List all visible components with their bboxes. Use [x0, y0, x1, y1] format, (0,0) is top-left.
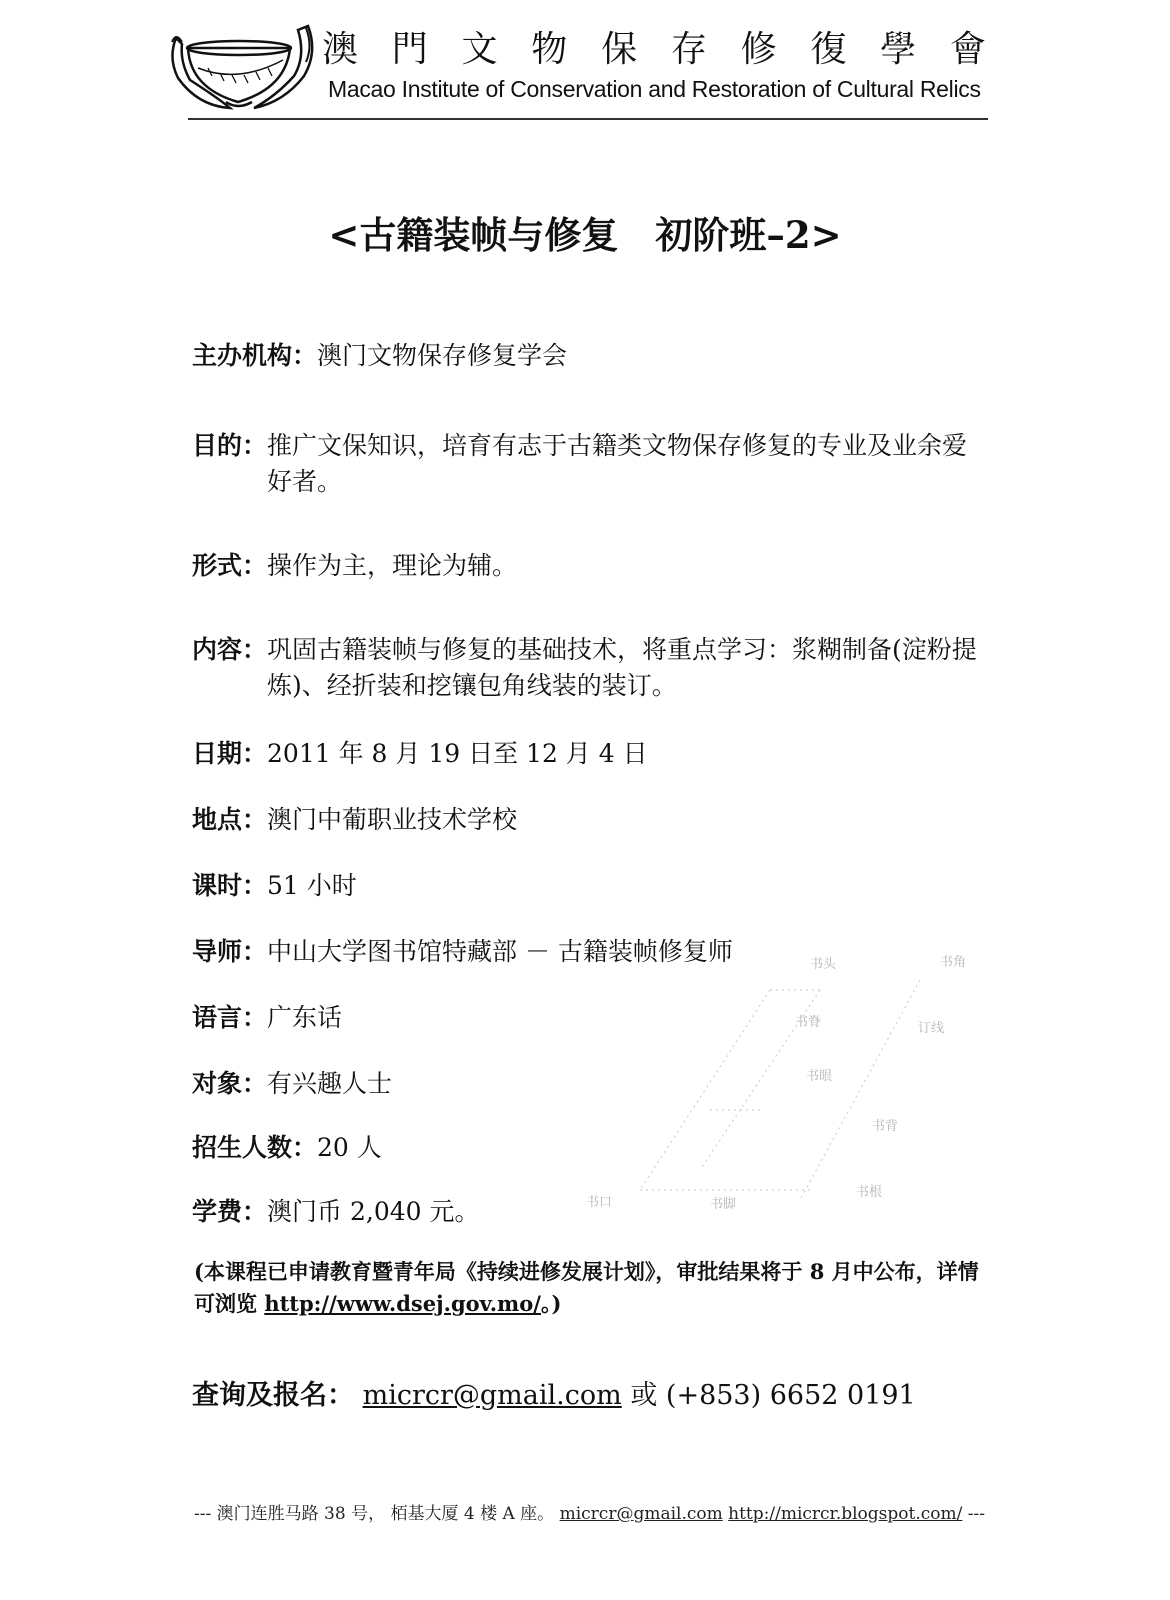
diagram-label: 书眼: [806, 1069, 833, 1084]
field-label: 日期：: [192, 739, 268, 768]
org-name-zh-char: 保: [601, 29, 638, 70]
diagram-label: 书脚: [710, 1197, 737, 1212]
field-hours: [192, 868, 992, 904]
footer-prefix: --- 澳门连胜马路 38 号， 栢基大厦 4 楼 A 座。: [194, 1504, 555, 1524]
field-location: [192, 802, 992, 838]
field-content: [192, 632, 992, 704]
org-name-zh-char: 物: [531, 29, 568, 70]
field-label: 对象：: [192, 1069, 268, 1098]
footer-address: [194, 1502, 994, 1526]
footer-blog-link[interactable]: http://micrcr.blogspot.com/: [728, 1504, 963, 1524]
field-label: 招生人数：: [192, 1133, 318, 1162]
dsej-link[interactable]: http://www.dsej.gov.mo/: [264, 1291, 541, 1316]
field-label: 学费：: [192, 1197, 268, 1226]
org-name-zh-char: 文: [461, 29, 498, 70]
footer-suffix: ---: [967, 1504, 985, 1524]
institute-logo-icon: [168, 18, 318, 113]
contact-phone: (+853) 6652 0191: [665, 1380, 916, 1411]
field-value: 澳门币 2,040 元。: [267, 1197, 480, 1226]
org-name-zh-char: 存: [670, 29, 707, 70]
field-label: 导师：: [192, 937, 268, 966]
field-value: 澳门中葡职业技术学校: [267, 805, 518, 834]
field-value: 巩固古籍装帧与修复的基础技术，将重点学习：浆糊制备(淀粉提炼)、经折装和挖镶包角线装的装订。: [267, 635, 977, 700]
field-label: 课时：: [192, 871, 268, 900]
subsidy-note: [194, 1256, 994, 1320]
field-format: [192, 548, 992, 584]
org-name-zh-char: 修: [740, 29, 777, 70]
course-title: <古籍装帧与修复 初阶班–2>: [328, 213, 842, 257]
footer-email-link[interactable]: micrcr@gmail.com: [559, 1504, 723, 1524]
field-label: 语言：: [192, 1003, 268, 1032]
contact-email-link[interactable]: micrcr@gmail.com: [362, 1380, 622, 1411]
field-value: 广东话: [267, 1003, 343, 1032]
field-value: 2011 年 8 月 19 日至 12 月 4 日: [267, 739, 648, 768]
note-text: (本课程已申请教育暨青年局《持续进修发展计划》，审批结果将于 8 月中公布，详情可浏览: [194, 1259, 979, 1316]
field-label: 地点：: [192, 805, 268, 834]
field-instructor: [192, 934, 992, 970]
contact-conjunction: 或: [630, 1380, 658, 1411]
field-organizer: [192, 338, 992, 374]
org-name-zh-char: 復: [810, 29, 847, 70]
diagram-label: 书脊: [795, 1015, 822, 1030]
diagram-label: 订线: [918, 1021, 945, 1036]
field-language: [192, 1000, 992, 1036]
diagram-label: 书角: [940, 955, 967, 970]
field-value: 中山大学图书馆特藏部 － 古籍装帧修复师: [267, 937, 733, 966]
field-value: 推广文保知识，培育有志于古籍类文物保存修复的专业及业余爱好者。: [267, 431, 968, 496]
field-purpose: [192, 428, 992, 500]
field-label: 主办机构：: [192, 341, 318, 370]
field-value: 51 小时: [267, 871, 357, 900]
org-name-en: Macao Institute of Conservation and Restoration of Cultural Relics: [328, 76, 981, 102]
note-tail: 。): [540, 1291, 562, 1316]
field-value: 操作为主，理论为辅。: [267, 551, 518, 580]
org-name-zh: [322, 28, 986, 72]
diagram-label: 书口: [586, 1195, 613, 1210]
field-tuition: [192, 1194, 992, 1230]
diagram-label: 书头: [810, 957, 837, 972]
field-value: 澳门文物保存修复学会: [317, 341, 568, 370]
field-enrollment: [192, 1130, 992, 1166]
org-name-zh-char: 學: [880, 29, 917, 70]
field-label: 内容：: [192, 635, 268, 664]
field-date: [192, 736, 992, 772]
org-name-zh-char: 門: [391, 29, 428, 70]
diagram-label: 书根: [856, 1185, 883, 1200]
field-audience: [192, 1066, 992, 1102]
letterhead-divider: [188, 118, 988, 120]
field-label: 目的：: [192, 431, 268, 460]
org-name-zh-char: 會: [949, 29, 986, 70]
contact-line: [192, 1376, 992, 1416]
diagram-label: 书背: [872, 1119, 899, 1134]
field-value: 20 人: [317, 1133, 382, 1162]
org-name-zh-char: 澳: [322, 29, 359, 70]
contact-label: 查询及报名：: [192, 1380, 354, 1411]
field-label: 形式：: [192, 551, 268, 580]
field-value: 有兴趣人士: [267, 1069, 393, 1098]
